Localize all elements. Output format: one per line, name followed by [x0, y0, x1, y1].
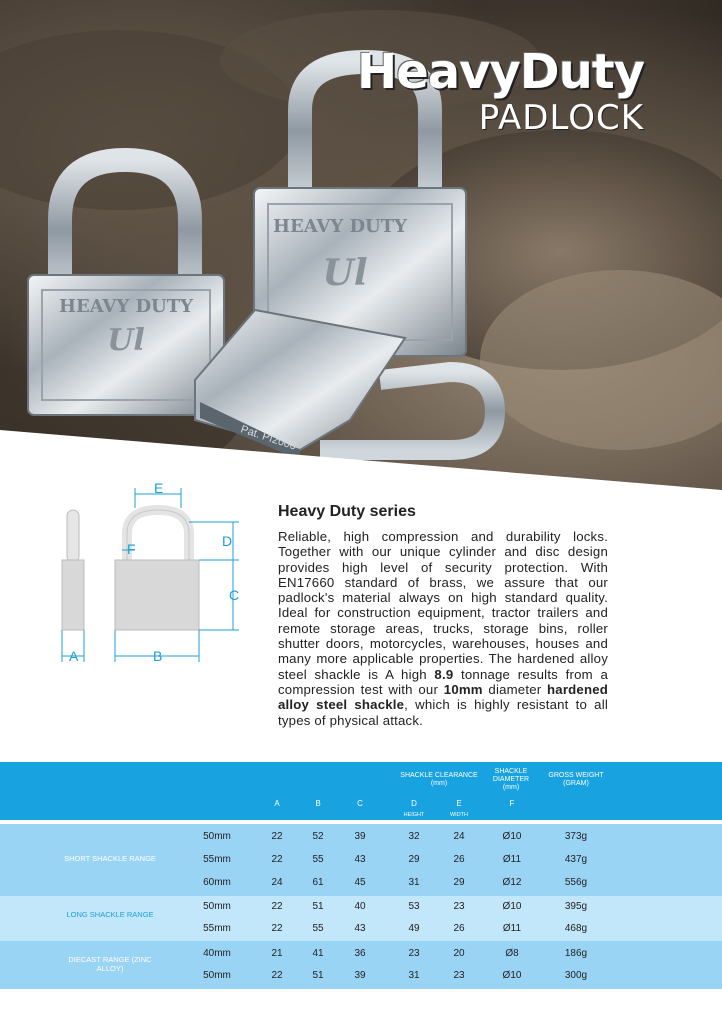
table-row: 50mm 22 51 39 31 23 Ø10 300g [203, 970, 588, 981]
header-c: C [357, 799, 363, 808]
label-b: B [153, 648, 163, 664]
table-header [0, 762, 722, 820]
spec-table [0, 762, 722, 989]
table-row: 55mm 22 55 43 49 26 Ø11 468g [203, 923, 588, 934]
side-body [62, 560, 84, 630]
series-title: Heavy Duty series [278, 503, 416, 520]
table-row: 50mm 22 52 39 32 24 Ø10 373g [203, 831, 588, 842]
front-shackle [127, 510, 189, 562]
header-f: F [509, 799, 515, 808]
brand-title: HeavyDuty [357, 44, 644, 100]
side-shackle [67, 510, 79, 562]
header-e: E [456, 799, 462, 808]
front-body [115, 560, 199, 630]
lock-engraving-back: HEAVY DUTY [272, 216, 408, 237]
brand-logo [357, 44, 644, 138]
series-description [278, 503, 608, 728]
group-long-shackle [0, 896, 722, 941]
hero-photo [0, 0, 722, 490]
group-label: SHORT SHACKLE RANGE [64, 854, 156, 863]
header-a: A [274, 799, 280, 808]
group-label: LONG SHACKLE RANGE [66, 910, 154, 919]
label-d: D [222, 533, 233, 549]
header-b: B [315, 799, 321, 808]
label-a: A [69, 648, 79, 664]
lock-serial: Pat. PI2006 [239, 423, 298, 453]
brand-subtitle: PADLOCK [478, 98, 644, 138]
label-e: E [154, 480, 164, 496]
table-row: 55mm 22 55 43 29 26 Ø11 437g [203, 854, 588, 865]
table-row: 60mm 24 61 45 31 29 Ø12 556g [203, 877, 588, 888]
series-body: Reliable, high compression and durability locks. Together with our unique cylinder and disc design provides high level of security protection. With EN17660 standard of brass, we assure that our padlock's material always on high standard quality. Ideal for construction equipment, tractor trailers and remote storage areas, trucks, storage bins, roller shutter doors, motorcycles, warehouses, houses and many more applicable properties. The hardened alloy steel shackle is A high 8.9 tonnage results from a compression test with our 10mm diameter hardened alloy steel shackle, which is highly resistant to all types of physical attack. [278, 529, 609, 728]
lock-engraving-left: HEAVY DUTY [58, 296, 194, 317]
group-label: DIECAST RANGE (ZINC ALLOY) [68, 955, 152, 973]
header-shackle-clearance: SHACKLE CLEARANCE (mm) [400, 772, 478, 787]
group-diecast [0, 941, 722, 989]
table-row: 50mm 22 51 40 53 23 Ø10 395g [203, 901, 588, 912]
label-c: C [229, 587, 240, 603]
label-f: F [127, 541, 136, 557]
lock-logo-back: Ul [322, 252, 368, 294]
header-gross-weight: GROSS WEIGHT (GRAM) [548, 772, 604, 787]
header-height: HEIGHT [403, 812, 425, 818]
lock-logo-left: Ul [107, 323, 145, 358]
group-short-shackle [0, 824, 722, 896]
table-row: 40mm 21 41 36 23 20 Ø8 186g [203, 948, 588, 959]
dimension-diagram [55, 480, 255, 670]
header-shackle-diameter: SHACKLE DIAMETER (mm) [492, 768, 530, 791]
header-width: WIDTH [449, 812, 469, 818]
header-d: D [411, 799, 417, 808]
